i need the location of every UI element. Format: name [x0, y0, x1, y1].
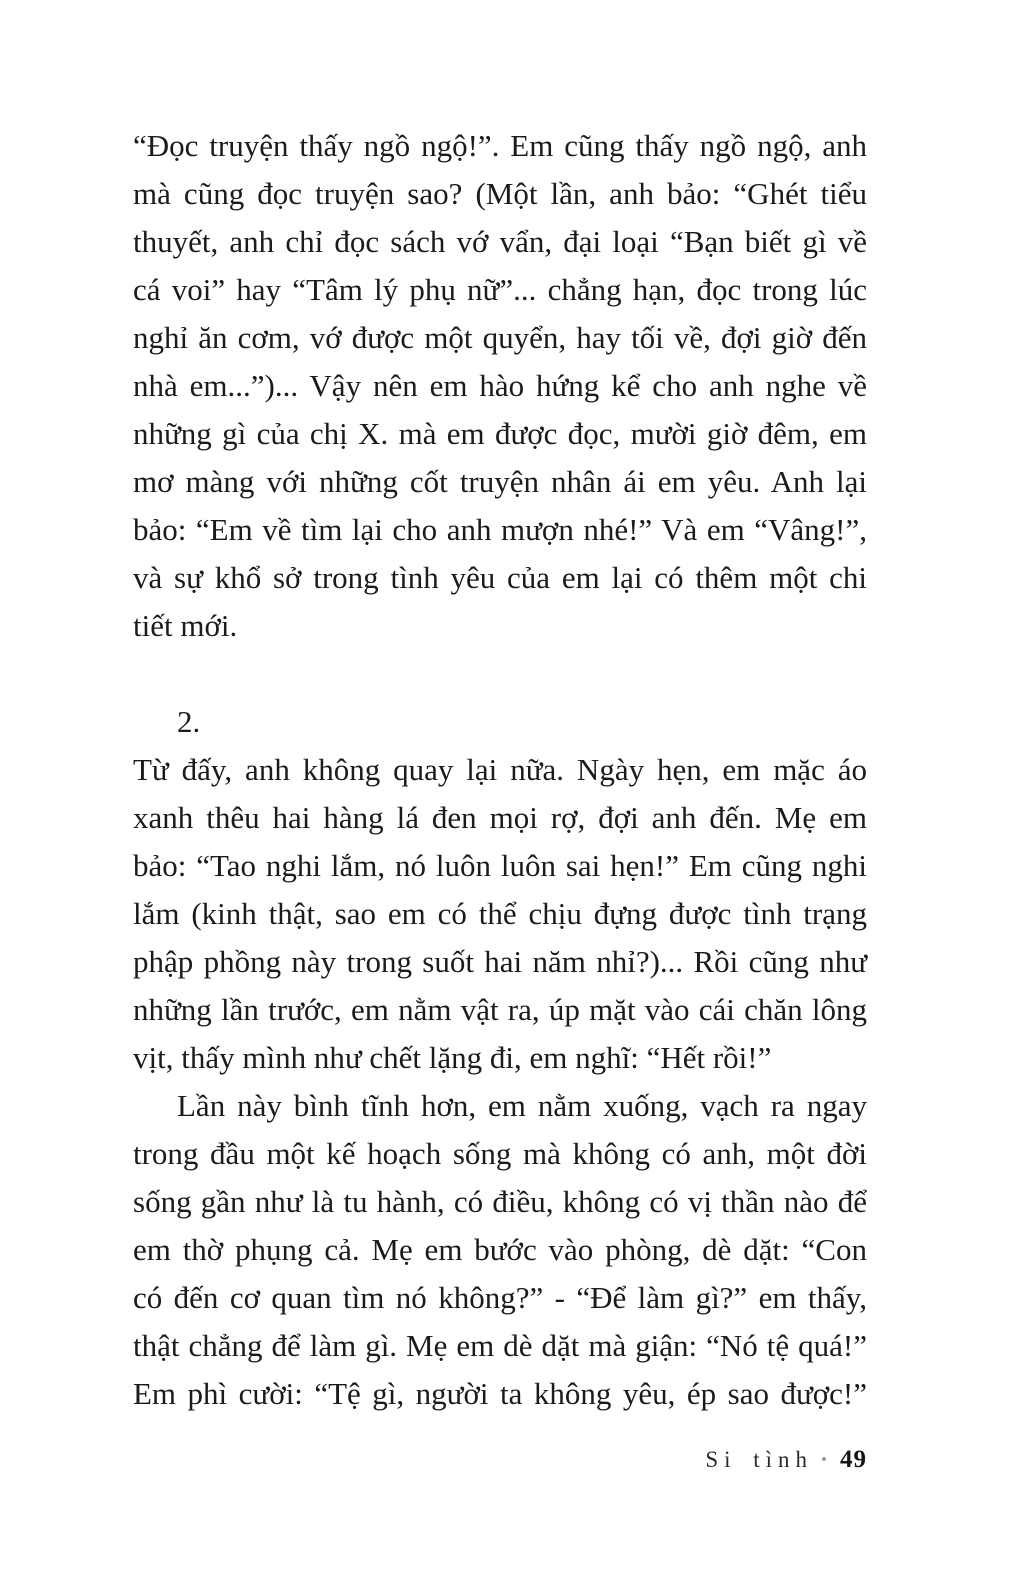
text-line: lắm (kinh thật, sao em có thể chịu đựng được tình trạng	[133, 896, 867, 931]
text-line: và sự khổ sở trong tình yêu của em lại có thêm một chi	[133, 560, 867, 595]
text-line: mơ màng với những cốt truyện nhân ái em yêu. Anh lại	[133, 464, 867, 499]
text-line: thuyết, anh chỉ đọc sách vớ vẩn, đại loại “Bạn biết gì về	[133, 224, 867, 259]
section-number: 2.	[177, 704, 201, 739]
page-number: 49	[840, 1446, 867, 1473]
text-line: Từ đấy, anh không quay lại nữa. Ngày hẹn, em mặc áo	[133, 752, 867, 787]
text-line: tiết mới.	[133, 608, 238, 643]
text-line: cá voi” hay “Tâm lý phụ nữ”... chẳng hạn, đọc trong lúc	[133, 272, 867, 307]
paragraph	[133, 122, 867, 650]
text-line: xanh thêu hai hàng lá đen mọi rợ, đợi anh đến. Mẹ em	[133, 800, 867, 835]
text-line: “Đọc truyện thấy ngồ ngộ!”. Em cũng thấy ngồ ngộ, anh	[133, 128, 867, 163]
text-line: có đến cơ quan tìm nó không?” - “Để làm gì?” em thấy,	[133, 1280, 867, 1315]
paragraph	[133, 1082, 867, 1418]
running-title: Si tình	[705, 1447, 814, 1472]
text-line: Em phì cười: “Tệ gì, người ta không yêu, ép sao được!”	[133, 1376, 867, 1411]
paragraph	[133, 746, 867, 1082]
text-line: em thờ phụng cả. Mẹ em bước vào phòng, dè dặt: “Con	[133, 1232, 867, 1267]
text-line: phập phồng này trong suốt hai năm nhỉ?)... Rồi cũng như	[133, 944, 867, 979]
page-footer	[133, 1446, 867, 1474]
text-line: nghỉ ăn cơm, vớ được một quyển, hay tối về, đợi giờ đến	[133, 320, 867, 355]
separator-dot-icon: •	[821, 1450, 827, 1469]
text-line: mà cũng đọc truyện sao? (Một lần, anh bảo: “Ghét tiểu	[133, 176, 867, 211]
text-line: sống gần như là tu hành, có điều, không có vị thần nào để	[133, 1184, 867, 1219]
text-line: bảo: “Tao nghi lắm, nó luôn luôn sai hẹn!” Em cũng nghi	[133, 848, 867, 883]
text-line: trong đầu một kế hoạch sống mà không có anh, một đời	[133, 1136, 867, 1171]
text-line: những lần trước, em nằm vật ra, úp mặt vào cái chăn lông	[133, 992, 867, 1027]
text-line: bảo: “Em về tìm lại cho anh mượn nhé!” Và em “Vâng!”,	[133, 512, 867, 547]
text-line: vịt, thấy mình như chết lặng đi, em nghĩ: “Hết rồi!”	[133, 1040, 772, 1075]
text-line: nhà em...”)... Vậy nên em hào hứng kể cho anh nghe về	[133, 368, 867, 403]
text-line: Lần này bình tĩnh hơn, em nằm xuống, vạch ra ngay	[177, 1088, 867, 1123]
page-body	[133, 122, 867, 1418]
text-line: những gì của chị X. mà em được đọc, mười giờ đêm, em	[133, 416, 867, 451]
text-line: thật chẳng để làm gì. Mẹ em dè dặt mà giận: “Nó tệ quá!”	[133, 1328, 867, 1363]
section-gap	[133, 650, 867, 698]
